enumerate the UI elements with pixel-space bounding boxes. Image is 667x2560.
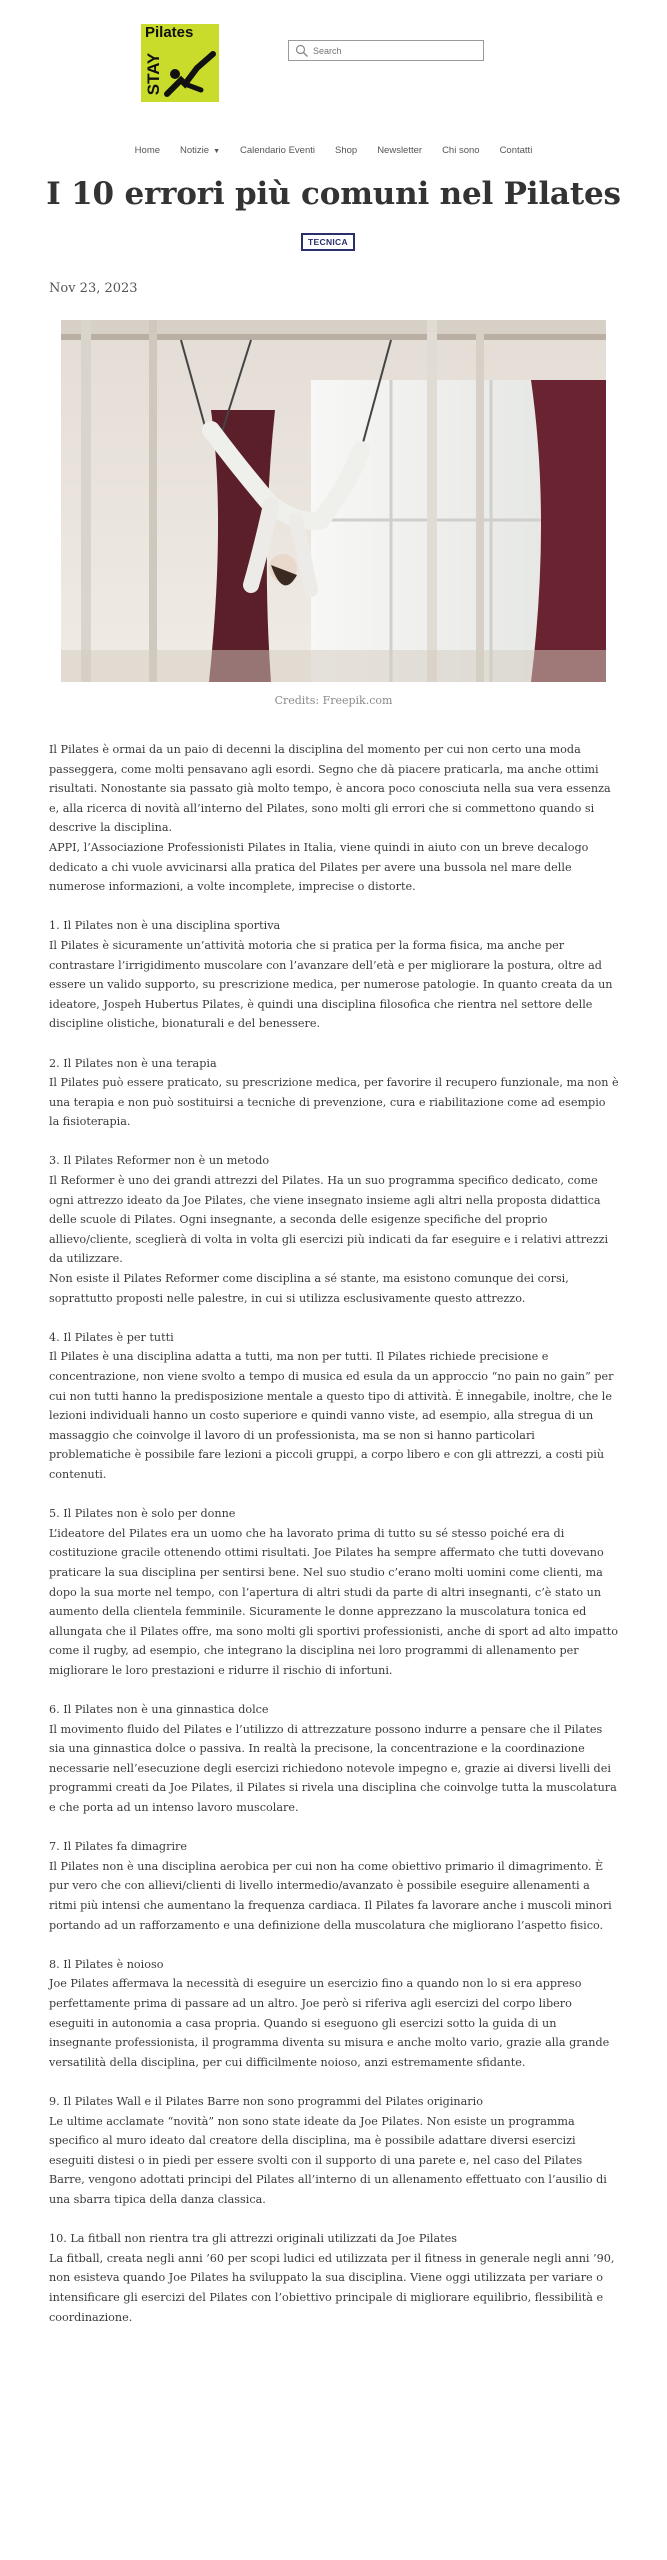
article-paragraph: 7. Il Pilates fa dimagrire Il Pilates non è una disciplina aerobica per cui non ha come obiettivo primario il dimagrimento. È pur vero che con allievi/clienti di livello intermedio/avanzato è possibile eseguire allenamenti a ritmi più intensi che aumentano la frequenza cardiaca. Il Pilates fa lavorare anche i muscoli minori portando ad un rafforzamento e una definizione della muscolatura che migliorano l’aspetto fisico. <box>49 1840 612 1932</box>
hero-image <box>61 320 606 682</box>
main-nav <box>0 141 667 161</box>
article-paragraph: 5. Il Pilates non è solo per donne L’ideatore del Pilates era un uomo che ha lavorato prima di tutto su sé stesso poiché era di costituzione gracile ottenendo ottimi risultati. Joe Pilates ha sempre affermato che tutti dovevano praticare la sua disciplina per sentirsi bene. Nel suo studio c’erano molti uomini come clienti, ma dopo la sua morte nel tempo, con l’apertura di altri studi da parte di altri insegnanti, c’è stato un aumento della clientela femminile. Sicuramente le donne apprezzano la muscolatura tonica ed allungata che il Pilates offre, ma sono molti gli sportivi professionisti, anche di sport ad alto impatto come il rugby, ad esempio, che integrano la disciplina nei loro programmi di allenamento per migliorare le loro prestazioni e ridurre il rischio di infortuni. <box>49 1507 618 1677</box>
nav-label: Chi sono <box>442 145 480 156</box>
search-input[interactable] <box>313 41 481 60</box>
nav-label: Calendario Eventi <box>240 145 315 156</box>
article-paragraph: 2. Il Pilates non è una terapia Il Pilates può essere praticato, su prescrizione medica, per favorire il recupero funzionale, ma non è una terapia e non può sostituirsi a tecniche di prevenzione, cura e riabilitazione come ad esempio la fisioterapia. <box>49 1056 619 1129</box>
aerial-pilates-photo <box>61 320 606 682</box>
article-paragraph: 4. Il Pilates è per tutti Il Pilates è una disciplina adatta a tutti, ma non per tutti. Il Pilates richiede precisione e concentrazione, non viene svolto a tempo di musica ed esula da un approccio “no pain no gain” per cui non tutti hanno la predisposizione mentale a questo tipo di attività. È innegabile, inoltre, che le lezioni individuali hanno un costo superiore e quindi vanno viste, ad esempio, alla stregua di un massaggio che coinvolge il lavoro di un professionista, ma se non si hanno particolari problematiche è possibile fare lezioni a piccoli gruppi, a corpo libero e con gli attrezzi, a costi più contenuti. <box>49 1330 614 1481</box>
chevron-down-icon: ▼ <box>213 148 220 155</box>
nav-label: Home <box>134 145 161 156</box>
nav-label: Contatti <box>499 145 533 156</box>
nav-item-home[interactable] <box>125 141 170 161</box>
nav-item-chi-sono[interactable] <box>432 141 490 161</box>
logo-text-pilates: Pilates <box>145 24 194 41</box>
article-paragraph: 1. Il Pilates non è una disciplina sportiva Il Pilates è sicuramente un’attività motoria che si pratica per la forma fisica, ma anche per contrastare l’irrigidimento muscolare con l’avanzare dell’età e per migliorare la postura, oltre ad essere un valido supporto, su prescrizione medica, per numerose patologie. In quanto creata da un ideatore, Jospeh Hubertus Pilates, è quindi una disciplina filosofica che rientra nel settore delle discipline olistiche, bionaturali e del benessere. <box>49 919 613 1031</box>
category-tag[interactable]: TECNICA <box>301 233 355 251</box>
article-paragraph: 6. Il Pilates non è una ginnastica dolce Il movimento fluido del Pilates e l’utilizzo di attrezzature possono indurre a pensare che il Pilates sia una ginnastica dolce o passiva. In realtà la precisone, la concentrazione e la coordinazione necessarie nell’esecuzione degli esercizi richiedono notevole impegno e, grazie ai diversi livelli dei programmi creati da Joe Pilates, il Pilates si rivela una disciplina che coinvolge tutta la muscolatura e che porta ad un intenso lavoro muscolare. <box>49 1703 617 1815</box>
nav-item-contatti[interactable] <box>490 141 543 161</box>
nav-item-notizie[interactable] <box>170 141 230 161</box>
post-date: Nov 23, 2023 <box>49 281 138 296</box>
nav-item-calendario-eventi[interactable] <box>230 141 325 161</box>
nav-label: Newsletter <box>377 145 423 156</box>
logo-text-stay: STAY <box>144 52 163 96</box>
article-paragraph: Il Pilates è ormai da un paio di decenni la disciplina del momento per cui non certo una moda passeggera, come molti pensavano agli esordi. Segno che dà piacere praticarla, ma anche ottimi risultati. Nonostante sia passato già molto tempo, è ancora poco conosciuta nella sua vera essenza e, alla ricerca di novità all’interno del Pilates, sono molti gli errori che si commettono quando si descrive la disciplina. APPI, l’Associazione Professionisti Pilates in Italia, viene quindi in aiuto con un breve decalogo dedicato a chi vuole avvicinarsi alla pratica del Pilates per avere una bussola nel mare delle numerose informazioni, a volte incomplete, imprecise o distorte. <box>49 743 611 894</box>
nav-label: Notizie <box>180 145 210 156</box>
site-logo[interactable] <box>141 24 219 102</box>
article-paragraph: 8. Il Pilates è noioso Joe Pilates affermava la necessità di eseguire un esercizio fino a quando non lo si era appreso perfettamente prima di passare ad un altro. Joe però si riferiva agli esercizi del corpo libero eseguiti in autonomia a casa propria. Quando si eseguono gli esercizi sotto la guida di un insegnante professionista, il programma diventa su misura e anche molto vario, grazie alla grande versatilità della disciplina, per cui difficilmente noioso, anzi estremamente sfidante. <box>49 1957 610 2069</box>
nav-item-shop[interactable] <box>325 141 367 161</box>
article-paragraph: 9. Il Pilates Wall e il Pilates Barre non sono programmi del Pilates originario Le ultime acclamate “novità” non sono state ideate da Joe Pilates. Non esiste un programma specifico al muro ideato dal creatore della disciplina, ma è possibile adattare diversi esercizi eseguiti distesi o in piedi per essere svolti con il supporto di una parete e, nel caso del Pilates Barre, vengono adottati principi del Pilates all’interno di un allenamento effettuato con l’ausilio di una sbarra tipica della danza classica. <box>49 2094 607 2206</box>
article-body <box>49 740 619 2347</box>
search-box[interactable] <box>288 40 484 61</box>
nav-item-newsletter[interactable] <box>367 141 432 161</box>
nav-label: Shop <box>335 145 358 156</box>
image-credit: Credits: Freepik.com <box>274 694 393 707</box>
page-title: I 10 errori più comuni nel Pilates <box>46 176 621 212</box>
search-icon <box>295 44 309 58</box>
pilates-figure-icon <box>161 44 217 100</box>
article-paragraph: 10. La fitball non rientra tra gli attrezzi originali utilizzati da Joe Pilates La fitball, creata negli anni ’60 per scopi ludici ed utilizzata per il fitness in generale negli anni ’90, non esisteva quando Joe Pilates ha sviluppato la sua disciplina. Viene oggi utilizzata per variare o intensificare gli esercizi del Pilates con l’obiettivo principale di migliorare equilibrio, flessibilità e coordinazione. <box>49 2232 615 2324</box>
article-paragraph: 3. Il Pilates Reformer non è un metodo Il Reformer è uno dei grandi attrezzi del Pilates. Ha un suo programma specifico dedicato, come ogni attrezzo ideato da Joe Pilates, che viene insegnato insieme agli altri nella proposta didattica delle scuole di Pilates. Ogni insegnante, a seconda delle esigenze specifiche del proprio allievo/cliente, sceglierà di volta in volta gli esercizi più indicati da far eseguire e i relativi attrezzi da utilizzare. Non esiste il Pilates Reformer come disciplina a sé stante, ma esistono comunque dei corsi, soprattutto proposti nelle palestre, in cui si utilizza esclusivamente questo attrezzo. <box>49 1154 609 1305</box>
